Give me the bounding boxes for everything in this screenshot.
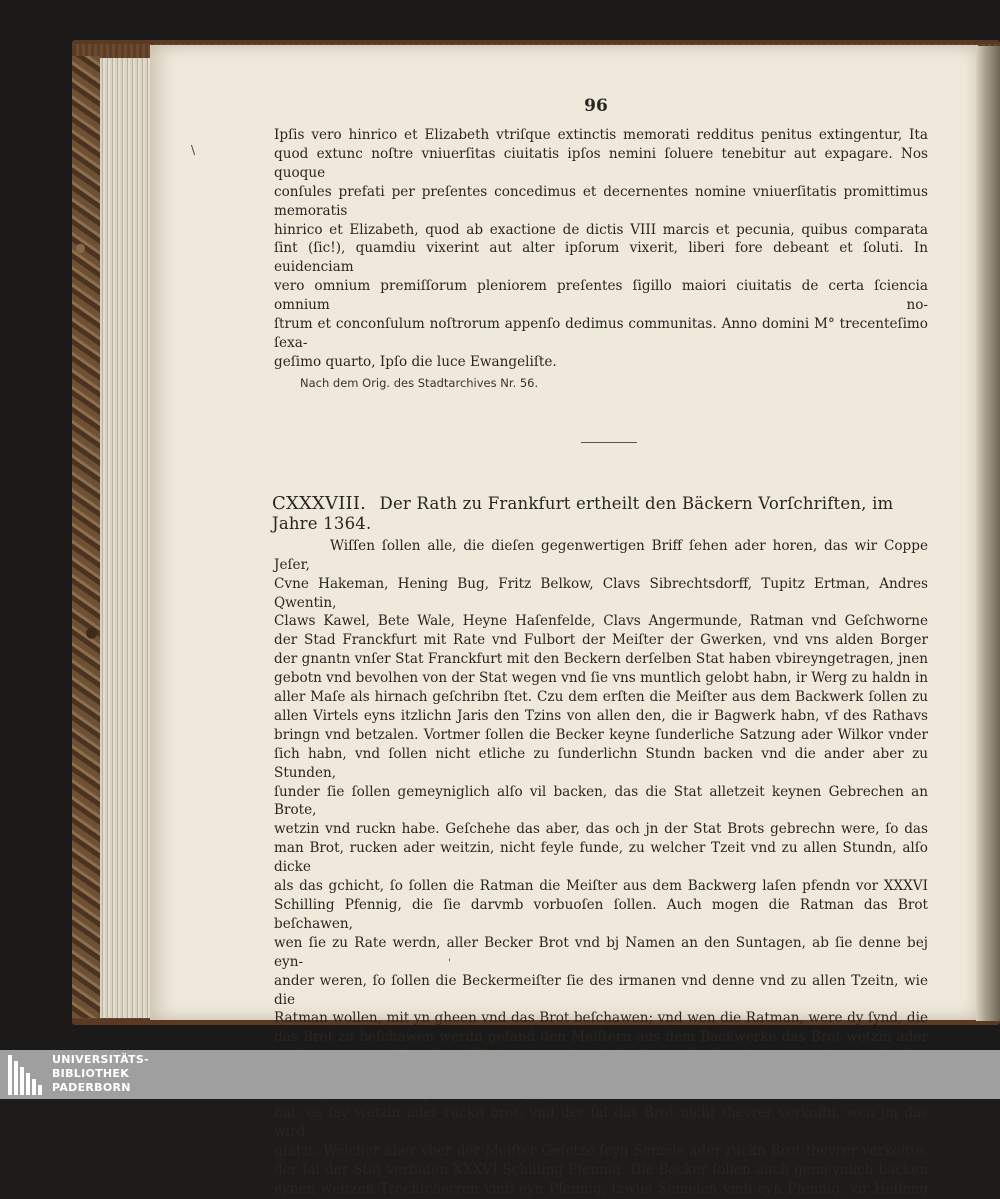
text-line: Ipſis vero hinrico et Elizabeth vtriſque extinctis memorati redditus penitus extingentur, Ita [274, 127, 928, 143]
text-line: hinrico et Elizabeth, quod ab exactione de dictis VIII marcis et pecunia, quibus comparata [274, 221, 928, 238]
page-number: 96 [584, 96, 608, 116]
library-logo-icon [8, 1055, 44, 1095]
library-name-line: BIBLIOTHEK [52, 1067, 130, 1080]
footer-bar [0, 1050, 1000, 1099]
text-line: Claws Kawel, Bete Wale, Heyne Haſenfelde, Clavs Angermunde, Ratman vnd Geſchworne [274, 613, 928, 630]
section-number: CXXXVIII. [272, 492, 367, 514]
text-line: geſimo quarto, Ipſo die luce Ewangeliſte. [274, 353, 557, 370]
margin-mark: \ [191, 143, 196, 157]
paragraph-latin [274, 126, 928, 372]
text-line: gſatzt. Welcher aber vber der Meiſter Geſetze ſeyn Semele ader ruckn Brot thevrer verkoffte, [274, 1142, 928, 1159]
page-stack [100, 58, 152, 1018]
page-content [274, 96, 928, 1199]
library-name [52, 1053, 149, 1095]
section-divider [581, 442, 637, 443]
text-line: bringn vnd betzalen. Vortmer ſollen die Becker keyne ſunderliche Satzung ader Wilkor vnder [274, 726, 928, 743]
text-line: Cvne Hakeman, Hening Bug, Fritz Belkow, Clavs Sibrechtsdorff, Tupitz Ertman, Andres Qwentin, [274, 575, 928, 611]
text-line: als das gchicht, ſo ſollen die Ratman die Meiſter aus dem Backwerg laſen pfendn vor XXXVI [274, 878, 928, 895]
text-line: ſint (ſic!), quamdiu vixerint aut alter ipſorum vixerit, liberi fore debeant et ſoluti. In euidenciam [274, 240, 928, 276]
text-line: hat, es ſey wetzin ader ruckn brot, vnd der ſal das Brot nicht thevrer verkoffn, wen jm das wird [274, 1104, 928, 1140]
text-line: allen Virtels eyns itzlichn Jaris den Tzins von allen den, die ir Bagwerk habn, vf des Rathavs [274, 707, 928, 724]
text-line: Schilling Pfennig, die ſie darvmb vorbuoſen ſollen. Auch mogen die Ratman das Brot beſchawen, [274, 897, 928, 932]
text-line: der Stad Franckfurt mit Rate vnd Fulbort der Meiſter der Gwerken, vnd vns alden Borger [274, 632, 928, 649]
text-line: aller Maſe als hirnach geſchribn ſtet. Czu dem erſten die Meiſter aus dem Backwerk ſollen zu [274, 689, 928, 706]
text-line: das Brot zu beſchawen werdn geſand den Meiſtern aus dem Backwerke das Brot wetzin ader [274, 1029, 928, 1046]
text-line: der ſal der Stat verbuſen XXXVI Schilling Pfennig. Die Becker ſollen auch gemeynlich backen [274, 1161, 928, 1178]
text-line: vero omnium premiſſorum pleniorem preſentes ſigillo maiori ciuitatis de certa ſciencia omnium no- [274, 278, 928, 314]
page-right-edge [976, 46, 1000, 1021]
text-line: der gnantn vnſer Stat Franckfurt mit den Beckern derſelben Stat haben vbireyngetragen, jnen [274, 651, 928, 668]
marbled-spine [72, 56, 100, 1018]
text-line: gebotn vnd bevolhen von der Stat wegen vnd ſie vns muntlich gelobt habn, ir Werg zu haldn in [274, 670, 928, 687]
section-title: Der Rath zu Frankfurt ertheilt den Bäckern Vorſchriften, im Jahre 1364. [272, 493, 894, 533]
text-line: eynen weitzen Trochſcherren vmb eyn Pfennig, tzwue Semelen vmb eyn Pfennig, vir Helleng [274, 1180, 928, 1197]
library-name-line: UNIVERSITÄTS- [52, 1053, 149, 1066]
source-note: Nach dem Orig. des Stadtarchives Nr. 56. [300, 375, 539, 390]
text-line: man Brot, rucken ader weitzin, nicht feyle funde, zu welcher Tzeit vnd zu allen Stundn, alſo dicke [274, 840, 928, 876]
text-line: wetzin vnd ruckn habe. Geſchehe das aber, das och jn der Stat Brots gebrechn were, ſo das [274, 821, 928, 838]
bottom-mark: ' [448, 958, 451, 969]
text-line: wen ſie zu Rate werdn, aller Becker Brot vnd bj Namen an den Suntagen, ab ſie denne bej eyn- [274, 934, 928, 970]
text-line: conſules prefati per preſentes concedimus et decernentes nomine vniuerſitatis promittimus memoratis [274, 183, 928, 219]
library-name-line: PADERBORN [52, 1081, 131, 1094]
section-heading [272, 493, 928, 537]
text-line: Ratman wollen, mit yn gheen vnd das Brot beſchawen; vnd wen die Ratman, were dy ſynd, die [274, 1010, 928, 1027]
paragraph-german [274, 537, 928, 1199]
text-line: ſtrum et conconſulum noſtrorum appenſo dedimus communitas. Anno domini M° trecenteſimo ſexa- [274, 316, 928, 351]
text-line: ſich habn, vnd ſollen nicht etliche zu ſunderlichn Stundn backen vnd die ander aber zu Stunden, [274, 745, 928, 781]
text-line: Wiſſen ſollen alle, die dieſen gegenwertigen Briff ſehen ader horen, das wir Coppe Jeſer, [274, 537, 928, 573]
text-line: ander weren, ſo ſollen die Beckermeiſter ſie des irmanen vnd denne vnd zu allen Tzeitn, wie die [274, 972, 928, 1008]
text-line: ſunder ſie ſollen gemeyniglich alſo vil backen, das die Stat alletzeit keynen Gebrechen an Brote, [274, 783, 928, 819]
text-line: quod extunc noſtre vniuerſitas ciuitatis ipſos nemini ſoluere tenebitur aut expagare. Nos quoque [274, 145, 928, 181]
